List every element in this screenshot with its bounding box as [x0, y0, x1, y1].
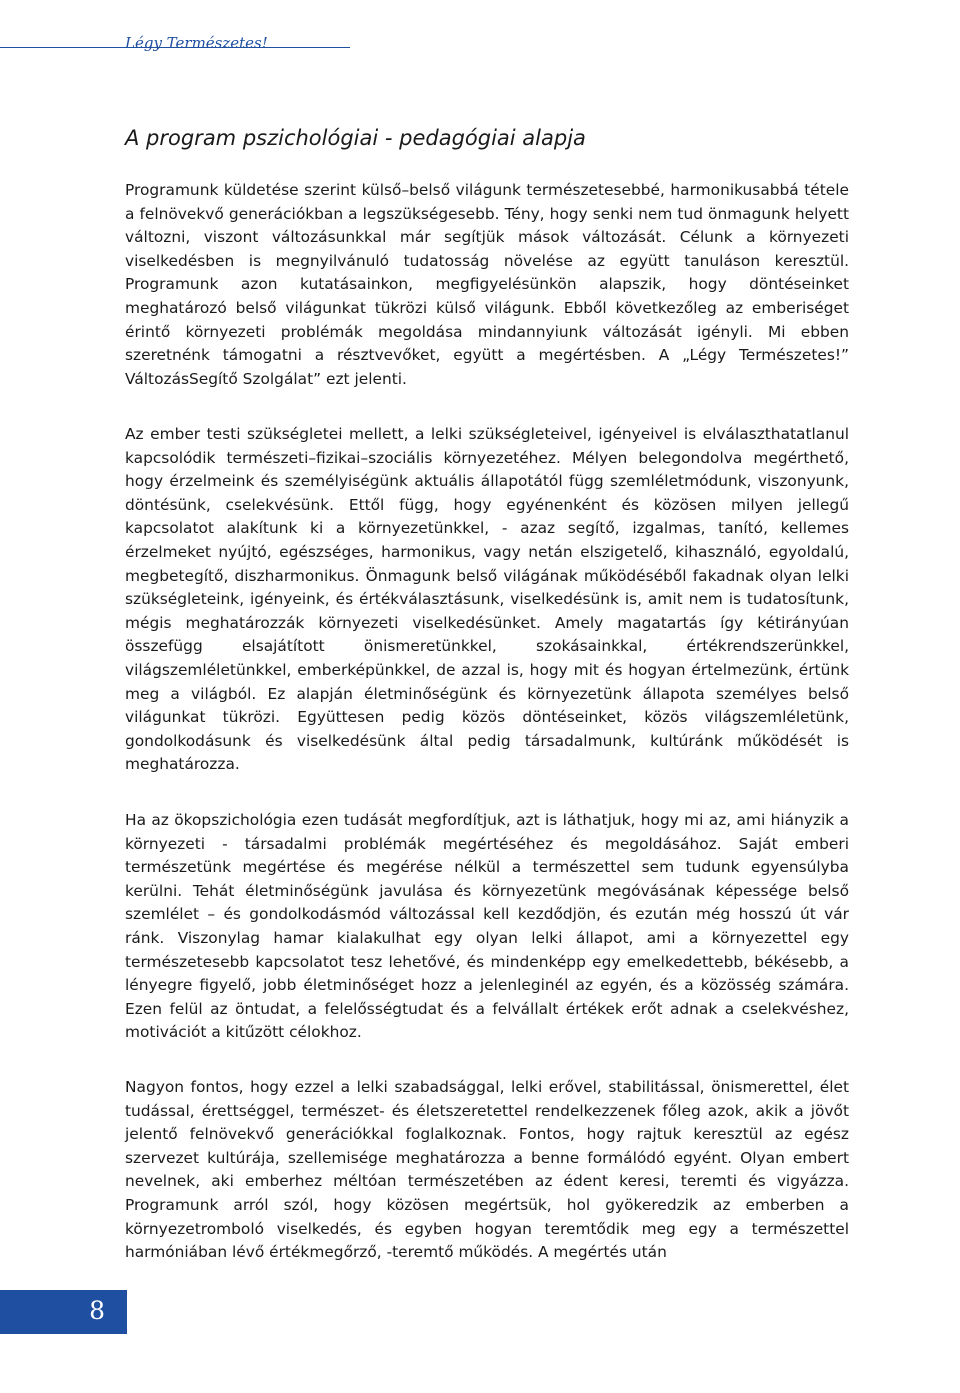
paragraph-3: Ha az ökopszichológia ezen tudását megfordítjuk, azt is láthatjuk, hogy mi az, ami hiányzik a környezeti - társadalmi problémák megértéséhez és megoldásához. Saját emberi természetünk megértése és megérése nélkül a természettel sem tudunk egyensúlyba kerülni. Tehát életminőségünk javulása és környezetünk megóvásának képessége belső szemlélet – és gondolkodásmód változással kell kezdődjön, és ezután még hosszú út vár ránk. Viszonylag hamar kialakulhat egy olyan lelki állapot, ami a környezettel egy természetesebb kapcsolatot tesz lehetővé, és mindenképp egy emelkedettebb, békésebb, a lényegre figyelő, jobb életminőséget hozz a jelenleginél az egyén, és a közösség számára. Ezen felül az öntudat, a felelősségtudat és a felvállalt értékek erőt adnak a cselekvéshez, motivációt a kitűzött célokhoz. [125, 811, 849, 1042]
running-header: Légy Természetes! [125, 34, 268, 52]
page-number: 8 [89, 1296, 105, 1325]
paragraph-4: Nagyon fontos, hogy ezzel a lelki szabadsággal, lelki erővel, stabilitással, önismerettel, élet tudással, érettséggel, természet- és életszeretettel rendelkezzenek főleg azok, akik a jövőt jelentő felnövekvő generációkkal foglalkoznak. Fontos, hogy rajtuk keresztül az egész szervezet kultúrája, szellemisége meghatározza a benne formálódó egyént. Olyan embert nevelnek, aki emberhez méltóan természetében az édent keresi, teremti és vigyázza. Programunk arról szól, hogy közösen megértsük, hol gyökeredzik az emberben a környezetromboló viselkedés, és egyben hogyan teremtődik meg egy a természettel harmóniában lévő értékmegőrző, -teremtő működés. A megértés után [125, 1078, 849, 1262]
page-number-box [0, 1290, 127, 1334]
section-title: A program pszichológiai - pedagógiai alapja [125, 126, 586, 150]
paragraph-2: Az ember testi szükségletei mellett, a lelki szükségleteivel, igényeivel is elválaszthatatlanul kapcsolódik természeti–fizikai–szociális környezetéhez. Mélyen belegondolva megérthető, hogy érzelmeink és személyiségünk aktuális állapotától függ szemléletmódunk, viszonyunk, döntésünk, cselekvésünk. Ettől függ, hogy egyénenként és közösen milyen jellegű kapcsolatot alakítunk ki a környezetünkkel, - azaz segítő, izgalmas, tanító, kellemes érzelmeket nyújtó, egészséges, harmonikus, vagy netán elszigetelő, kihasználó, egyoldalú, megbetegítő, diszharmonikus. Önmagunk belső világának működéséből fakadnak olyan lelki szükségleteink, igényeink, és értékválasztásunk, viselkedésünk is, amit nem is tudatosítunk, mégis meghatározzák környezeti viselkedésünket. Amely magatartás így kétirányúan összefügg elsajátított önismeretünkkel, szokásainkkal, értékrendszerünkkel, világszemléletünkkel, emberképünkkel, de azzal is, hogy mit és hogyan értelmezünk, értünk meg a világból. Ez alapján életminőségünk és környezetünk állapota személyes belső világunkat tükrözi. Együttesen pedig közös döntéseinket, közös világszemléletünk, gondolkodásunk és viselkedésünk által pedig társadalmunk, kultúránk működését is meghatározza. [125, 425, 849, 774]
paragraph-1: Programunk küldetése szerint külső–belső világunk természetesebbé, harmonikusabbá tétele a felnövekvő generációkban a legszükségesebb. Tény, hogy senki nem tud önmagunk helyett változni, viszont változásunkkal már segítjük mások változását. Célunk a környezeti viselkedésben is megnyilvánuló tudatosság növelése az együtt tanuláson keresztül. Programunk azon kutatásainkon, megfigyelésünkön alapszik, hogy döntéseinket meghatározó belső világunkat tükrözi külső világunk. Ebből következőleg az emberiséget érintő környezeti problémák megoldása mindannyiunk változását igényli. Mi ebben szeretnénk támogatni a résztvevőket, együtt a megértésben. A „Légy Természetes!” VáltozásSegítő Szolgálat” ezt jelenti. [125, 181, 849, 388]
